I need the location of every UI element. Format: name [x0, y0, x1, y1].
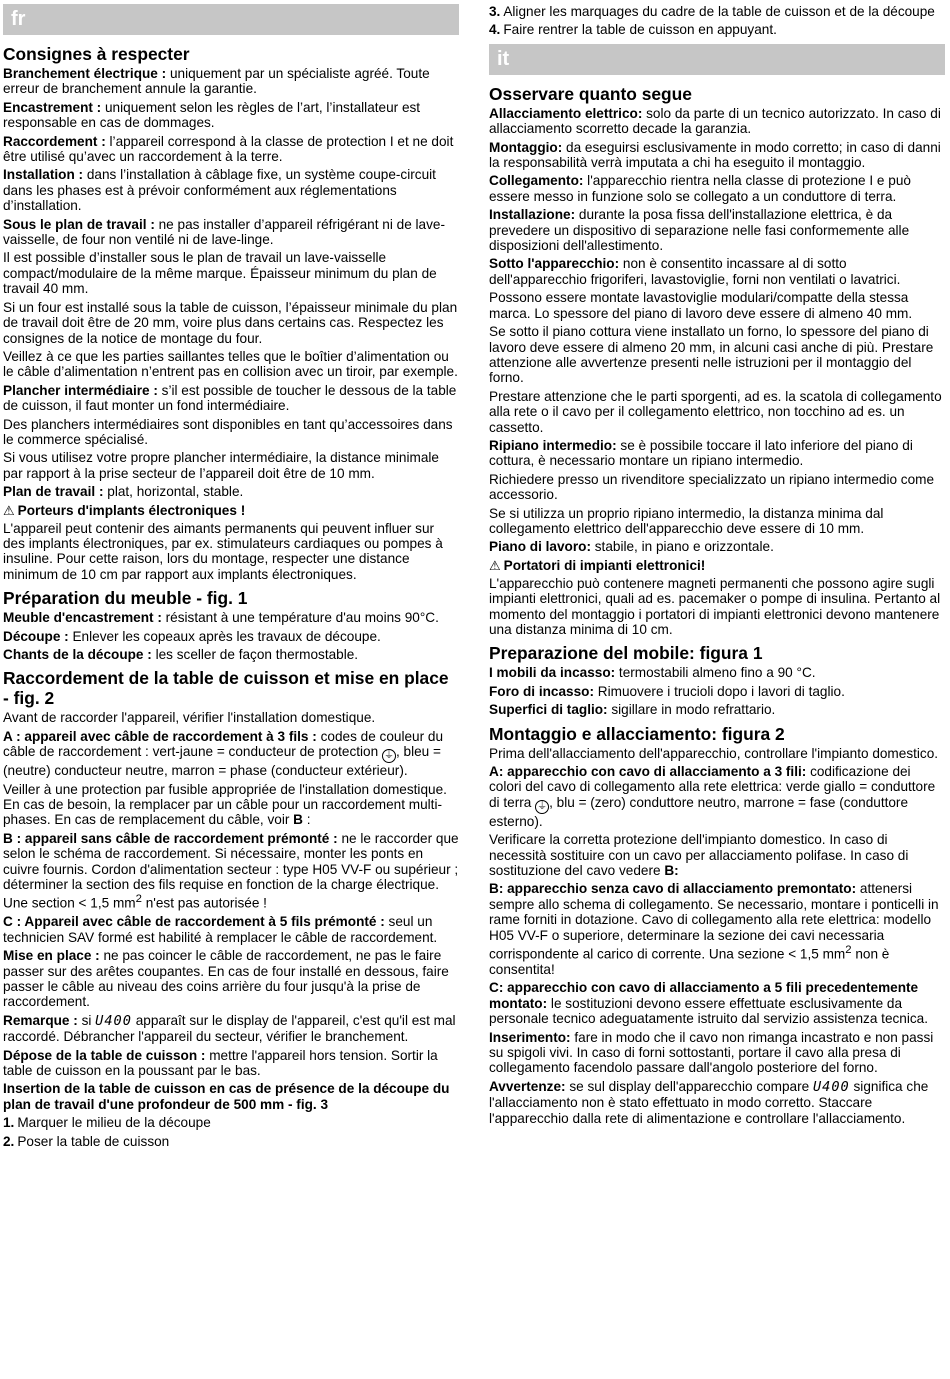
paragraph: Sous le plan de travail : ne pas installer d’appareil réfrigérant ni de lave-vaisselle, de four non ventilé ni de lave-linge. — [3, 216, 446, 248]
heading-preparazione: Preparazione del mobile: figura 1 — [489, 643, 763, 664]
paragraph: Mise en place : ne pas coincer le câble de raccordement, ne pas le faire passer sur des arêtes coupantes. En cas de four installé en dessous, faire passer le câble au niveau des coins arrière du four jusqu'à la prise de raccordement. — [3, 948, 449, 1010]
paragraph: B: apparecchio senza cavo di allacciamento premontato: attenersi sempre allo schema di collegamento. Se necessario, montare i ponticelli in rame forniti in dotazione. Cavo di collegamento alla rete elettrica: modello H05 VV-F o superiore, determinare la sezione dei cavi necessaria corrispondente al carico di corrente. Una sezione < 1,5 $mm^2$ non è consentita! — [489, 881, 939, 978]
paragraph: Veillez à ce que les parties saillantes telles que le boîtier d’alimentation ou le câble d’alimentation n’entrent pas en collision avec un tiroir, par exemple. — [3, 348, 458, 380]
paragraph: B : appareil sans câble de raccordement prémonté : ne le raccorder que selon le schéma de raccordement. Si nécessaire, monter les ponts en cuivre fournis. Cordon d'alimentation secteur : type H05 VV-F ou supérieur ; déterminer la section des fils requise en fonction de la charge électrique. Une section < 1,5 $mm^2$ n'est pas autorisée ! — [3, 830, 459, 911]
paragraph: Ripiano intermedio: se è possibile toccare il lato inferiore del piano di cottura, è necessario montare un ripiano intermedio. — [489, 437, 913, 469]
paragraph: A : appareil avec câble de raccordement à 3 fils : codes de couleur du câble de raccordement : vert-jaune = conducteur de protection ⏚ , bleu = (neutre) conducteur neutre, marron = phase (conducteur extérieur). — [3, 728, 444, 779]
paragraph: Veiller à une protection par fusible appropriée de l'installation domestique. En cas de besoin, la remplacer par un câble pour un raccordement multi-phases. En cas de remplacement du câble, voir B : — [3, 781, 447, 828]
step-item: 2. Poser la table de cuisson — [3, 1133, 170, 1149]
paragraph: Prestare attenzione che le parti sporgenti, ad es. la scatola di collegamento alla rete o il cavo per il collegamento elettrico, non tocchino ad es. un cassetto. — [489, 388, 942, 435]
paragraph: Installation : dans l’installation à câblage fixe, un système coupe-circuit dans les phases est à prévoir conformément aux réglementations d’installation. — [3, 167, 436, 214]
paragraph: Découpe : Enlever les copeaux après les travaux de découpe. — [3, 628, 381, 644]
paragraph: Richiedere presso un rivenditore specializzato un ripiano intermedio come accessorio. — [489, 471, 935, 503]
paragraph: Sotto l'apparecchio: non è consentito incassare al di sotto dell'apparecchio frigoriferi, lavastoviglie, forni non ventilati o lavatrici. — [489, 256, 901, 287]
warning-triangle-icon: ⚠ — [489, 557, 501, 573]
paragraph: Allacciamento elettrico: solo da parte di un tecnico autorizzato. In caso di allacciamento scorretto decade la garanzia. — [489, 105, 941, 137]
paragraph: Si un four est installé sous la table de cuisson, l’épaisseur minimale du plan de travail doit être de 20 mm, voire plus dans certains cas. Respectez les consignes de la notice de montage du four. — [3, 299, 458, 346]
language-banner-it: it — [489, 44, 945, 75]
warning-heading: ⚠ Portatori di impianti elettronici! — [489, 557, 706, 573]
paragraph: Prima dell'allacciamento dell'apparecchio, controllare l'impianto domestico. — [489, 745, 939, 761]
paragraph: Remarque : si U400 apparaît sur le display de l'appareil, c'est qu'il est mal raccordé. Débrancher l'appareil du secteur, vérifier le branchement. — [3, 1012, 456, 1045]
paragraph: Plancher intermédiaire : s’il est possible de toucher le dessous de la table de cuisson, il faut monter un fond intermédiaire. — [3, 382, 457, 414]
french-column — [3, 4, 459, 1152]
paragraph: C : Appareil avec câble de raccordement à 5 fils prémonté : seul un technicien SAV formé est habilité à remplacer le câble de raccordement. — [3, 914, 438, 945]
paragraph: Verificare la corretta protezione dell'impianto domestico. In caso di necessità sostituire con un cavo per allacciamento polifase. In caso di sostituzione del cavo vedere B: — [489, 832, 909, 879]
paragraph: Insertion de la table de cuisson en cas de présence de la découpe du plan de travail d'une profondeur de 500 mm - fig. 3 — [3, 1081, 450, 1112]
paragraph: Se sotto il piano cottura viene installato un forno, lo spessore del piano di lavoro deve essere di almeno 20 mm, in alcuni casi anche di più. Prestare attenzione alle avvertenze presenti nelle istruzioni per il montaggio del forno. — [489, 324, 934, 386]
heading-osservare: Osservare quanto segue — [489, 83, 692, 104]
paragraph: Piano di lavoro: stabile, in piano e orizzontale. — [489, 539, 774, 555]
display-code: U400 — [95, 1012, 132, 1029]
heading-raccordement: Raccordement de la table de cuisson et mise en place - fig. 2 — [3, 668, 449, 709]
paragraph: Montaggio: da eseguirsi esclusivamente in modo corretto; in caso di danni la responsabilità verrà imputata a chi ha eseguito il montaggio. — [489, 139, 941, 171]
italian-column — [489, 4, 945, 1129]
paragraph: Des planchers intermédiaires sont disponibles en tant qu’accessoires dans le commerce spécialisé. — [3, 416, 453, 447]
paragraph: Si vous utilisez votre propre plancher intermédiaire, la distance minimale par rapport à la prise secteur de l’appareil doit être de 10 mm. — [3, 450, 439, 481]
paragraph: Foro di incasso: Rimuovere i trucioli dopo i lavori di taglio. — [489, 683, 845, 699]
paragraph: Il est possible d’installer sous le plan de travail un lave-vaisselle compact/modulaire de la même marque. Épaisseur minimum du plan de travail 40 mm. — [3, 250, 437, 297]
paragraph: Dépose de la table de cuisson : mettre l'appareil hors tension. Sortir la table de cuisson en la poussant par le bas. — [3, 1047, 438, 1079]
paragraph: Inserimento: fare in modo che il cavo non rimanga incastrato e non passi su spigoli vivi. In caso di forni sottostanti, portare il cavo alla presa di collegamento facendolo passare dall'angolo posteriore del forno. — [489, 1029, 934, 1076]
paragraph: Meuble d'encastrement : résistant à une température d'au moins 90°C. — [3, 610, 439, 626]
paragraph: Avvertenze: se sul display dell'apparecchio compare U400 significa che l'allacciamento non è stato effettuato in modo corretto. Staccare l'apparecchio dalla rete di alimentazione e controllare l'allacciamento. — [489, 1078, 929, 1126]
language-banner-fr: fr — [3, 4, 459, 35]
paragraph: Se si utilizza un proprio ripiano intermedio, la distanza minima dal collegamento elettrico dell'apparecchio deve essere di 10 mm. — [489, 505, 884, 536]
heading-consignes: Consignes à respecter — [3, 44, 190, 64]
paragraph: Raccordement : l’appareil correspond à la classe de protection I et ne doit être utilisé qu’avec un raccordement à la terre. — [3, 133, 454, 165]
paragraph: L'apparecchio può contenere magneti permanenti che possono agire sugli impianti elettronici, quali ad es. pacemaker o pompe di insulina. Pertanto al momento del montaggio i portatori di impianti elettronici devono mantenere una distanza minima di 10 cm. — [489, 575, 941, 637]
paragraph: Superfici di taglio: sigillare in modo refrattario. — [489, 702, 776, 718]
step-item: 4. Faire rentrer la table de cuisson en appuyant. — [489, 22, 777, 38]
paragraph: Encastrement : uniquement selon les règles de l’art, l’installateur est responsable en cas de dommages. — [3, 99, 421, 131]
warning-triangle-icon: ⚠ — [3, 502, 15, 518]
paragraph: A: apparecchio con cavo di allacciamento a 3 fili: codificazione dei colori del cavo di collegamento alla rete elettrica: verde giallo = conduttore di terra ⏚ , blu = (zero) conduttore neutro, marrone = fase (conduttore esterno). — [489, 764, 936, 829]
paragraph: Chants de la découpe : les sceller de façon thermostable. — [3, 647, 359, 662]
paragraph: Possono essere montate lavastoviglie modulari/compatte della stessa marca. Lo spessore del piano di lavoro deve essere di almeno 40 mm. — [489, 290, 913, 321]
heading-preparation: Préparation du meuble - fig. 1 — [3, 588, 248, 609]
paragraph: Installazione: durante la posa fissa dell'installazione elettrica, è da prevedere un dispositivo di separazione nelle fasi conformemente alle disposizioni dell'allestimento. — [489, 207, 910, 254]
paragraph: Branchement électrique : uniquement par un spécialiste agréé. Toute erreur de branchement annule la garantie. — [3, 66, 430, 97]
paragraph: Plan de travail : plat, horizontal, stable. — [3, 484, 244, 500]
heading-montaggio: Montaggio e allacciamento: figura 2 — [489, 723, 785, 744]
paragraph: L'appareil peut contenir des aimants permanents qui peuvent influer sur des implants électroniques, par ex. stimulateurs cardiaques ou pompes à insuline. Pour cette raison, lors du montage, respecter une distance minimum de 10 cm par rapport aux implants électroniques. — [3, 520, 443, 582]
paragraph: Avant de raccorder l'appareil, vérifier l'installation domestique. — [3, 710, 376, 726]
paragraph: Collegamento: l'apparecchio rientra nella classe di protezione I e può essere messo in funzione solo se collegato a un conduttore di terra. — [489, 173, 911, 204]
warning-heading: ⚠ Porteurs d'implants électroniques ! — [3, 502, 246, 518]
paragraph: C: apparecchio con cavo di allacciamento a 5 fili precedentemente montato: le sostituzioni devono essere effettuate esclusivamente da personale tecnico adeguatamente istruito dal servizio assistenza tecnica. — [489, 980, 929, 1027]
step-item: 3. Aligner les marquages du cadre de la table de cuisson et de la découpe — [489, 4, 935, 19]
paragraph: I mobili da incasso: termostabili almeno fino a 90 °C. — [489, 665, 816, 681]
step-item: 1. Marquer le milieu de la découpe — [3, 1115, 211, 1131]
earth-ground-icon: ⏚ — [537, 800, 548, 812]
earth-ground-icon: ⏚ — [383, 750, 394, 762]
display-code: U400 — [812, 1078, 850, 1095]
